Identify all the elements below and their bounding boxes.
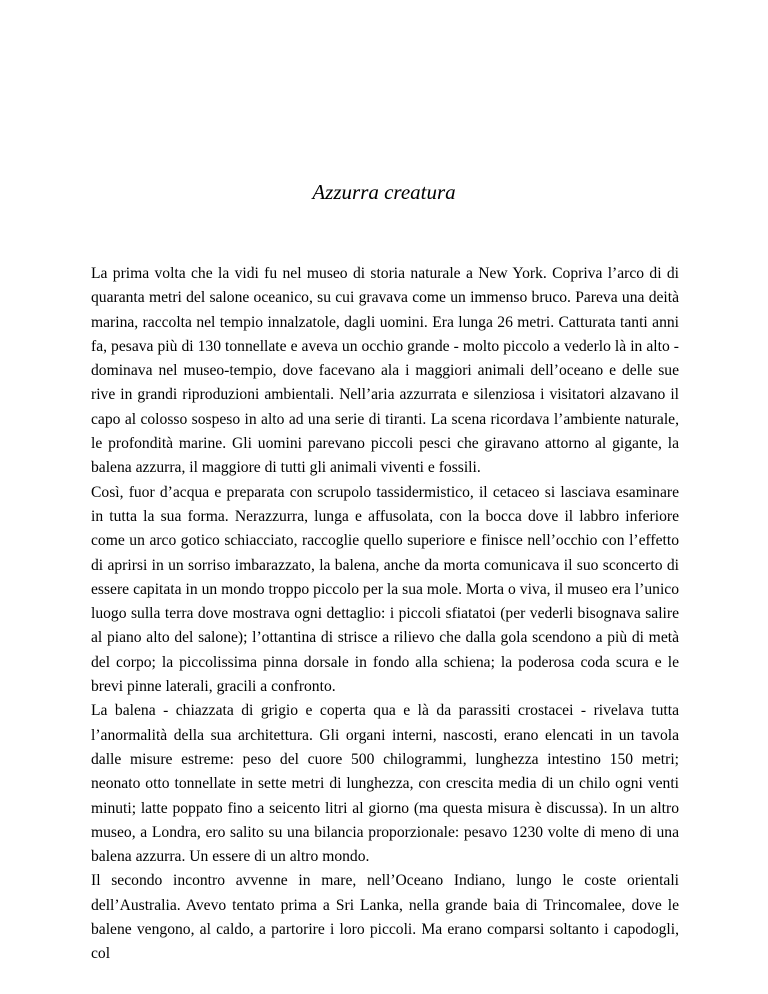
paragraph-4: Il secondo incontro avvenne in mare, nell’Oceano Indiano, lungo le coste orientali dell’Australia. Avevo tentato prima a Sri Lanka, nella grande baia di Trincomalee, dove le balene vengono, al caldo, a partorire i loro piccoli. Ma erano comparsi soltanto i capodogli, col	[91, 872, 679, 963]
paragraph-1: La prima volta che la vidi fu nel museo di storia naturale a New York. Copriva l’arco di di quaranta metri del salone oceanico, su cui gravava come un immenso bruco. Pareva una deità marina, raccolta nel tempio innalzatole, dagli uomini. Era lunga 26 metri. Catturata tanti anni fa, pesava più di 130 tonnellate e aveva un occhio grande - molto piccolo a vederlo là in alto - dominava nel museo-tempio, dove facevano ala i maggiori animali dell’oceano e delle sue rive in grandi riproduzioni ambientali. Nell’aria azzurrata e silenziosa i visitatori alzavano il capo al colosso sospeso in alto ad una serie di tiranti. La scena ricordava l’ambiente naturale, le profondità marine. Gli uomini parevano piccoli pesci che giravano attorno al gigante, la balena azzurra, il maggiore di tutti gli animali viventi e fossili.	[91, 265, 679, 477]
document-title: Azzurra creatura	[312, 180, 456, 204]
document-body	[91, 262, 679, 967]
paragraph-2: Così, fuor d’acqua e preparata con scrupolo tassidermistico, il cetaceo si lasciava esaminare in tutta la sua forma. Nerazzurra, lunga e affusolata, con la bocca dove il labbro inferiore come un arco gotico schiacciato, raccoglie quello superiore e finisce nell’occhio con l’effetto di aprirsi in un sorriso imbarazzato, la balena, anche da morta comunicava il suo sconcerto di essere capitata in un mondo troppo piccolo per la sua mole. Morta o viva, il museo era l’unico luogo sulla terra dove mostrava ogni dettaglio: i piccoli sfiatatoi (per vederli bisognava salire al piano alto del salone); l’ottantina di strisce a rilievo che dalla gola scendono a più di metà del corpo; la piccolissima pinna dorsale in fondo alla schiena; la poderosa coda scura e le brevi pinne laterali, gracili a confronto.	[91, 483, 679, 696]
paragraph-3: La balena - chiazzata di grigio e coperta qua e là da parassiti crostacei - rivelava tutta l’anormalità della sua architettura. Gli organi interni, nascosti, erano elencati in un tavola dalle misure estreme: peso del cuore 500 chilogrammi, lunghezza intestino 150 metri; neonato otto tonnellate in sette metri di lunghezza, con crescita media di un chilo ogni venti minuti; latte poppato fino a seicento litri al giorno (ma questa misura è discussa). In un altro museo, a Londra, ero salito su una bilancia proporzionale: pesavo 1230 volte di meno di una balena azzurra. Un essere di un altro mondo.	[91, 702, 679, 866]
